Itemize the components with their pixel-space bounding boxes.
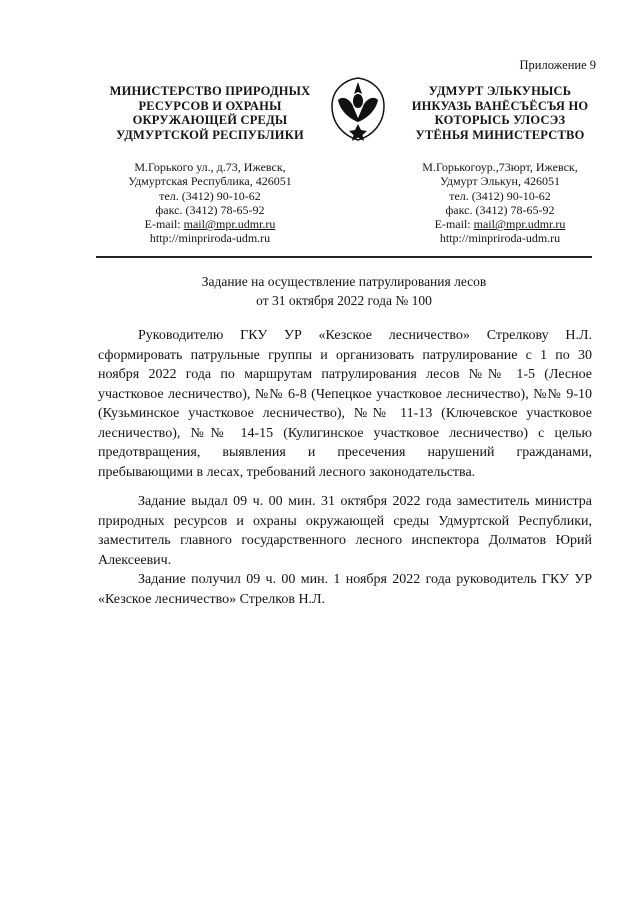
title-line: Задание на осуществление патрулирования лесов <box>201 274 487 289</box>
fax-line: факс. (3412) 78-65-92 <box>155 202 265 217</box>
address-line: М.Горькогоур.,73юрт, Ижевск, <box>422 160 578 174</box>
address-block-udmurt <box>400 160 600 246</box>
email-label: E-mail: <box>434 217 474 232</box>
phone-line: тел. (3412) 90-10-62 <box>159 188 261 203</box>
email-label: E-mail: <box>144 217 184 232</box>
header-divider <box>96 256 592 258</box>
issuance-block <box>98 492 592 609</box>
header-left <box>100 84 320 246</box>
ministry-name-udmurt <box>400 84 600 142</box>
ministry-name-russian <box>100 84 320 142</box>
ministry-line: УДМУРТСКОЙ РЕСПУБЛИКИ <box>116 127 304 142</box>
received-by-paragraph: Задание получил 09 ч. 00 мин. 1 ноября 2022 года руководитель ГКУ УР «Кезское лесничество» Стрелков Н.Л. <box>98 572 592 607</box>
address-line: М.Горького ул., д.73, Ижевск, <box>134 160 286 174</box>
website-link[interactable]: http://minpriroda-udm.ru <box>439 231 561 246</box>
address-line: Удмуртская Республика, 426051 <box>128 174 292 189</box>
udmurt-coat-of-arms-icon <box>328 74 388 142</box>
ministry-line: УТЁНЬЯ МИНИСТЕРСТВО <box>415 127 585 142</box>
ministry-line: ОКРУЖАЮЩЕЙ СРЕДЫ <box>132 113 288 127</box>
main-paragraph <box>98 326 592 482</box>
appendix-label: Приложение 9 <box>519 58 596 72</box>
ministry-line: МИНИСТЕРСТВО ПРИРОДНЫХ <box>109 84 311 98</box>
ministry-line: УДМУРТ ЭЛЬКУНЫСЬ <box>428 84 572 98</box>
title-date-number: от 31 октября 2022 года № 100 <box>256 293 432 308</box>
phone-line: тел. (3412) 90-10-62 <box>449 188 551 203</box>
email-link[interactable]: mail@mpr.udmr.ru <box>473 217 566 232</box>
issued-by-paragraph: Задание выдал 09 ч. 00 мин. 31 октября 2022 года заместитель министра природных ресурсов и охраны окружающей среды Удмуртской Республики, заместитель главного государственного лесного инспектора Долматов Юрий Алексеевич. <box>98 494 592 568</box>
assignment-paragraph: Руководителю ГКУ УР «Кезское лесничество» Стрелкову Н.Л. сформировать патрульные группы и организовать патрулирование с 1 по 30 ноября 2022 года по маршрутам патрулирования лесов №№ 1-5 (Лесное участковое лесничество), №№ 6-8 (Чепецкое участковое лесничество), №№ 9-10 (Кузьминское участковое лесничество), №№ 11-13 (Ключевское участковое лесничество), №№ 14-15 (Кулигинское участковое лесничество) с целью предотвращения, выявления и пресечения нарушений гражданами, пребывающими в лесах, требований лесного законодательства. <box>98 328 592 480</box>
email-link[interactable]: mail@mpr.udmr.ru <box>183 217 276 232</box>
email-line <box>100 217 320 231</box>
document-title <box>96 272 592 310</box>
address-block-russian <box>100 160 320 246</box>
ministry-line: КОТОРЫСЬ УЛОСЭЗ <box>434 113 566 127</box>
header-right <box>400 84 600 246</box>
ministry-line: РЕСУРСОВ И ОХРАНЫ <box>138 98 282 113</box>
address-line: Удмурт Элькун, 426051 <box>440 174 560 189</box>
email-line <box>400 217 600 231</box>
website-link[interactable]: http://minpriroda-udm.ru <box>149 231 271 246</box>
fax-line: факс. (3412) 78-65-92 <box>445 202 555 217</box>
ministry-line: ИНКУАЗЬ ВАНЁСЪЁСЪЯ НО <box>411 98 589 113</box>
